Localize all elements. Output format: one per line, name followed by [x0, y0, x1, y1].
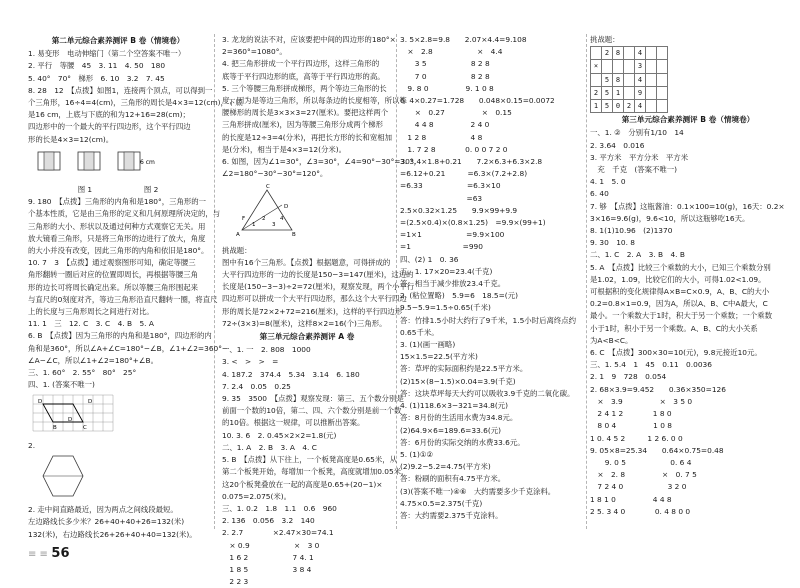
grid-cell: 5	[602, 86, 613, 99]
answer-line: 4. 187.2 374.4 5.34 3.14 6. 180	[222, 369, 360, 379]
answer-line: 是16 cm，上底与下底的和为12+16=28(cm)；	[28, 110, 190, 120]
grid-cell: 2	[591, 86, 602, 99]
figure-point-label: C	[266, 184, 270, 191]
answer-line: 9. 05×8=25.34 0.64×0.75=0.48	[590, 445, 724, 455]
grid-cell	[624, 73, 635, 86]
grid-cell	[613, 60, 624, 73]
answer-line: 3. (1)(画一画略)	[400, 340, 456, 350]
answer-line: 答：相当于减少排放23.4千克。	[400, 279, 506, 289]
answer-line: =6.33 =6.3×10	[400, 181, 501, 191]
answer-line: 2 4 1 2 1 8 0	[590, 409, 672, 419]
answer-line: 三角形的大小、形状以及通过何种方式观察它无关。用	[28, 221, 206, 231]
answer-line: 2 2 3	[222, 577, 249, 587]
answer-line: 4. 1 5. 0	[590, 177, 626, 187]
answer-line: 答：竹排1.5小时大约行了9千米，1.5小时后离终点约	[400, 315, 577, 325]
answer-line: 3. < > > =	[222, 357, 279, 367]
answer-line: × 2. 8 × 0. 7 5	[590, 470, 697, 480]
grid-cell: 2	[602, 47, 613, 60]
grid-cell: 8	[613, 47, 624, 60]
answer-line: 1 6 2 7 4. 1	[222, 552, 314, 562]
answer-line: ∠A−∠C，所以∠1+∠2=180°+∠B。	[28, 355, 158, 365]
answer-line: 二、1. C 2. A 3. B 4. B	[590, 250, 685, 260]
answer-line: 6. C 【点拨】300×30=10(元)，9.8元接近10元。	[590, 348, 762, 358]
answer-line: 2. 平行 等腰 45 3. 11 4. 50 180	[28, 61, 166, 71]
answer-line: 三、1. 5.4 1 45 0.11 0.0036	[590, 360, 712, 370]
section-heading: 第三单元综合素养测评 A 卷	[259, 332, 355, 342]
grid-cell	[657, 100, 668, 113]
grid-cell	[591, 73, 602, 86]
answer-line: 1 0. 4 5 2 1 2 6. 0 0	[590, 433, 683, 443]
grid-point-label: D	[88, 399, 93, 406]
grid-point-label: D	[38, 399, 43, 406]
answer-line: 的长度是12÷3=4(分米)，再把长方形的长和宽相加	[222, 132, 392, 142]
answer-line: 6. 4×0.27=1.728 0.048×0.15=0.0072	[400, 96, 555, 106]
answer-line: 72÷(3×3)=8(厘米)，这样8×2=16(个)三角形。	[222, 318, 387, 328]
answer-line: × 0.9 × 3 0	[222, 540, 320, 550]
grid-cell: 5	[602, 100, 613, 113]
grid-cell	[646, 73, 657, 86]
answer-line: 2.	[28, 440, 36, 450]
answer-line: 9. 0 5 0. 6 4	[590, 457, 692, 467]
answer-line: × 0.27 × 0.15	[400, 108, 512, 118]
answer-line: 答：大约需要2.375千克涂料。	[400, 510, 503, 520]
answer-line: 前面一个数的10倍，第二、四、六个数分别是前一个数	[222, 406, 402, 416]
answer-line: 度，因为是等边三角形，所以每条边的长度相等，所以等	[222, 96, 407, 106]
answer-line: 与直尺的0刻度对齐，等边三角形沿直尺翻转一圈，将直尺	[28, 294, 218, 304]
answer-line: 4.75×0.5=2.375(千克)	[400, 498, 483, 508]
multiplication-grid	[590, 46, 668, 113]
grid-point-label: B	[53, 425, 57, 432]
answer-line: 3. 3.4×1.8+0.21 7.2×6.3+6.3×2.8	[400, 157, 543, 167]
grid-cell: 8	[613, 73, 624, 86]
grid-point-label: D	[68, 417, 73, 424]
figure-point-label: B	[292, 232, 296, 239]
trapezoid-figure	[28, 146, 178, 180]
answer-line: (3)(答案不唯一)④⑥ 大约需要多少千克涂料。	[400, 486, 556, 496]
answer-line: 五、1. 17×20=23.4(千克)	[400, 266, 493, 276]
answer-line: 角和是360°，所以∠A+∠C=180°−∠B，∠1+∠2=360°−	[28, 343, 229, 353]
answer-line: 长度是(150−3−3)÷2=72(厘米)，观察发现，两个小平行	[222, 282, 415, 292]
answer-line: × 3.9 × 3 5 0	[590, 396, 693, 406]
figure-point-label: F	[242, 216, 246, 223]
figure-label: 6 cm	[140, 158, 155, 166]
answer-line: 二、1. A 2. B 3. A 4. C	[222, 442, 317, 452]
answer-line: 0.075=2.075(米)。	[222, 491, 292, 501]
grid-cell	[657, 47, 668, 60]
answer-line: (2)64.9×6=189.6=33.6(元)	[400, 425, 501, 435]
answer-line: =6.12+0.21 =6.3×(7.2+2.8)	[400, 169, 528, 179]
answer-line: 8 0 4 1 0 8	[590, 421, 672, 431]
answer-line: 132(米)，右边路线长26+26+40+40=132(米)。	[28, 529, 197, 539]
answer-line: 答：这块草坪每天大约可以吸收3.9千克的二氧化碳。	[400, 388, 575, 398]
answer-line: 15×1.5=22.5(平方米)	[400, 352, 478, 362]
answer-line: 一、1. ② 分别有1/10 14	[590, 128, 684, 138]
page-number-value: 56	[51, 546, 70, 561]
answer-line: 一、1. 一 2. 808 1000	[222, 345, 311, 355]
answer-line: 2. 3.64 0.016	[590, 140, 645, 150]
answer-line: 4. (1)118.6×3−321=34.8(元)	[400, 401, 509, 411]
answer-line: 3×16=9.6(g)，9.6<10，所以这瓶够吃16天。	[590, 213, 750, 223]
answer-line: 9. 8 0 9. 1 0 8	[400, 83, 494, 93]
answer-line: 的10倍。根据这一规律，可以推断出答案。	[222, 418, 365, 428]
answer-line: 2. 2.7 ×2.47×30=74.1	[222, 528, 334, 538]
answer-line: 2. 68×3.9=9.452 0.36×350=126	[590, 384, 726, 394]
grid-cell: 4	[635, 100, 646, 113]
answer-line: 最小。一个乘数大于1时，积大于另一个乘数；一个乘数	[590, 311, 773, 321]
answer-line: 第二个板凳开始，每增加一个板凳，高度就增加0.05米，	[222, 467, 409, 477]
answer-line: 三角形拼成(厘米)，因为等腰三角形分成两个梯形	[222, 120, 383, 130]
answer-line: 6. 40	[590, 189, 609, 199]
answer-line: ∠2=180°−30°−30°=120°。	[222, 169, 328, 179]
grid-cell	[646, 60, 657, 73]
answer-line: (2)15×(8−1.5)×0.04=3.9(千克)	[400, 376, 516, 386]
answer-line: 图 1 图 2	[77, 185, 159, 195]
answer-line: 上的长度与三角形周长之间进行对比。	[28, 307, 154, 317]
answer-line: 11. 1 三 12. C 3. C 4. B 5. A	[28, 319, 154, 329]
answer-line: 小于1时，积小于另一个乘数。A、B、C的大小关系	[590, 323, 758, 333]
answer-line: 这20个板凳叠放在一起的高度是0.65+(20−1)×	[222, 479, 383, 489]
answer-line: 挑战题：	[222, 245, 252, 255]
grid-cell: 5	[602, 73, 613, 86]
answer-line: 形的边长可将周长确定出来。所以等腰三角形围起来	[28, 282, 198, 292]
answer-line: 7 2 4 0 3 2 0	[590, 482, 687, 492]
answer-line: 形的长是4×3=12(cm)。	[28, 134, 114, 144]
grid-cell	[602, 60, 613, 73]
grid-cell: 3	[635, 60, 646, 73]
answer-line: 放大镜看三角形，只是将三角形的边进行了放大，角度	[28, 233, 206, 243]
grid-cell	[657, 73, 668, 86]
answer-line: 0.2=0.8×1=0.9，因为A，所以A、B、C中A最大，C	[590, 299, 768, 309]
grid-cell: 9	[635, 86, 646, 99]
answer-line: 1. 易变形 电动伸缩门（第二个空答案不唯一）	[28, 49, 186, 59]
section-heading: 第三单元综合素养测评 B 卷（情境卷）	[621, 115, 755, 125]
answer-line: 答：6月份的实际交纳的水费33.6元。	[400, 437, 525, 447]
answer-line: 8. 1(1)10.96 (2)1370	[590, 226, 673, 236]
answer-line: 1 8 1 0 4 4 8	[590, 494, 672, 504]
page-label: ≡ ≡	[28, 549, 48, 560]
figure-point-label: 4	[280, 216, 284, 223]
answer-line: 2=360°=1080°。	[222, 47, 287, 57]
answer-line: 2. 136 0.056 3.2 140	[222, 516, 315, 526]
figure-point-label: A	[236, 232, 240, 239]
grid-cell: 4	[635, 47, 646, 60]
answer-line: 答：草坪的实际面积约是22.5平方米。	[400, 364, 528, 374]
section-heading: 第二单元综合素养测评 B 卷（情境卷）	[51, 36, 185, 45]
answer-column-4	[590, 34, 786, 549]
page-number	[28, 546, 70, 561]
answer-line: 5. A 【点拨】比较三个乘数的大小，已知三个乘数分别	[590, 262, 771, 272]
grid-cell: 2	[624, 100, 635, 113]
answer-line: 3. 5×2.8=9.8 2.07×4.4=9.108	[400, 35, 527, 44]
answer-line: =1 =990	[400, 242, 483, 252]
answer-line: 5. 40° 70° 梯形 6. 10 3.2 7. 45	[28, 73, 165, 83]
grid-cell	[657, 86, 668, 99]
answer-line: 答：8月份的生活用水费为34.8元。	[400, 413, 518, 423]
answer-line: 四边形中的一个最大的平行四边形，这个平行四边	[28, 122, 191, 132]
answer-line: 充 千克 (答案不唯一)	[590, 165, 678, 175]
answer-column-3	[400, 34, 600, 549]
answer-line: =1×1 =9.9×100	[400, 230, 505, 240]
grid-cell: 4	[635, 73, 646, 86]
figure-point-label: 3	[272, 222, 276, 229]
grid-cell: ×	[591, 60, 602, 73]
answer-line: 7 0 8 2 8	[400, 71, 490, 81]
triangle-figure	[222, 180, 312, 240]
grid-point-label: C	[83, 425, 87, 432]
answer-line: 6. B 【点拨】因为三角形的内角和是180°，四边形的内	[28, 331, 212, 341]
answer-line: 2. 走中间直路最近，因为两点之间线段最短。	[28, 505, 178, 515]
grid-cell: 1	[591, 100, 602, 113]
grid-cell	[624, 86, 635, 99]
answer-line: 2. (粘位置略) 5.9=6 18.5=(元)	[400, 291, 518, 301]
grid-cell	[646, 100, 657, 113]
grid-cell	[624, 47, 635, 60]
answer-line: 图中有16个三角形。【点拨】根据题意，可得拼成的	[222, 257, 391, 267]
grid-cell	[646, 86, 657, 99]
answer-line: × 2.8 × 4.4	[400, 47, 503, 57]
figure-point-label: D	[284, 204, 289, 211]
answer-line: 3. 平方米 平方分米 平方米	[590, 152, 689, 162]
figure-point-label: 1	[252, 222, 256, 229]
answer-line: 1. 7 2 8 0. 0 0 7 2 0	[400, 144, 508, 154]
answer-line: 4. 把三角形拼成一个平行四边形，这样三角形的	[222, 59, 380, 69]
answer-line: 5. (1)①②	[400, 449, 434, 459]
column-divider	[214, 34, 215, 529]
answer-line: 可根据积的变化规律得A×B=C×0.9，A、B、C的大小	[590, 287, 770, 297]
answer-line: 1 8 5 3 8 4	[222, 564, 312, 574]
grid-cell	[591, 47, 602, 60]
answer-line: 4 4 8 2 4 0	[400, 120, 490, 130]
answer-line: =(2.5×0.4)×(0.8×1.25) =9.9×(99+1)	[400, 218, 546, 228]
grid-cell	[657, 60, 668, 73]
answer-line: 3. 龙龙的说法不对，应该要把中间的四边形的180°×	[222, 35, 396, 44]
answer-line: 左边路线长多少米？26+40+40+26=132(米)	[28, 517, 185, 527]
answer-line: 的大小并没有改变，因此三角形的内角和依旧是180°。	[28, 246, 209, 256]
answer-line: 个三角形，16÷4=4(cm)，三角形的周长是4×3=12(cm)，下底	[28, 98, 243, 108]
answer-line: 是1.02，1.09，比较它们的大小，可得1.02<1.09。	[590, 274, 766, 284]
answer-line: 3 5 8 2 8	[400, 59, 490, 69]
answer-line: 9. 180 【点拨】三角形的内角和是180°，三角形的一	[28, 197, 207, 207]
answer-line: 9. 30 10. 8	[590, 238, 636, 248]
answer-line: 是(分米)，相当于是4×3=12(分米)。	[222, 144, 347, 154]
hexagon-figure	[28, 452, 98, 500]
answer-line: 个基本性质，它是由三角形的定义和几何原理所决定的，与	[28, 209, 221, 219]
answer-line: 0.65千米。	[400, 327, 439, 337]
figure-shaded	[44, 152, 54, 170]
answer-line: 四、1. (答案不唯一)	[28, 380, 95, 390]
answer-line: 10. 3. 6 2. 0.45×2×2=1.8(元)	[222, 430, 337, 440]
answer-line: 大平行四边形的一边的长度是150−3=147(厘米)，这边的	[222, 270, 414, 280]
answer-line: 5. B 【点拨】从下往上，一个板凳高度是0.65米，从	[222, 455, 398, 465]
answer-line: 底等于平行四边形的底，高等于平行四边形的高。	[222, 71, 385, 81]
answer-line: 为A<B<C。	[590, 335, 633, 345]
grid-cell: 1	[613, 86, 624, 99]
figure-point-label: 2	[262, 216, 266, 223]
answer-line: 角形翻转一圈后对应的位置即周长，再根据等腰三角	[28, 270, 198, 280]
answer-line: 2.5×0.32×1.25 9.9×99+9.9	[400, 205, 518, 215]
answer-line: 5. 三个等腰三角形拼成梯形，两个等边三角形的长	[222, 83, 387, 93]
answer-line: 6. 如图，因为∠1=30°，∠3=30°，∠4=90°−30°=30°，	[222, 157, 421, 167]
grid-cell	[624, 60, 635, 73]
answer-line: 2 5. 3 4 0 0. 4 8 0 0	[590, 506, 691, 516]
answer-line: 1 2 8 4 8	[400, 132, 483, 142]
answer-line: (2)9.2−5.2=4.75(平方米)	[400, 462, 491, 472]
answer-line: 挑战题：	[590, 35, 620, 44]
answer-line: 10. 7 3 【点拨】通过观察图形可知，确定等腰三	[28, 258, 196, 268]
grid-figure	[28, 391, 118, 435]
answer-line: 9.5−5.9=1.5÷0.65(千米)	[400, 303, 491, 313]
answer-line: 9. 35 3500 【点拨】观察发现：第三、五个数分别是	[222, 394, 404, 404]
answer-line: 8. 28 12 【点拨】如图1，连接两个顶点，可以得到一	[28, 85, 213, 95]
figure-shaded	[124, 152, 134, 170]
answer-line: 三、1. 60° 2. 55° 80° 25°	[28, 368, 137, 378]
answer-line: 腰梯形的周长是3×3×3=27(厘米)。要把这样两个	[222, 108, 389, 118]
answer-line: 三、1. 0.2 1.8 1.1 0.6 960	[222, 503, 337, 513]
answer-line: 答：粉刷的面积有4.75平方米。	[400, 474, 506, 484]
answer-line: 四边形可以拼成一个大平行四边形，那么这个大平行四边	[222, 294, 407, 304]
answer-line: 7. 2.4 0.05 0.25	[222, 381, 291, 391]
grid-cell	[646, 47, 657, 60]
answer-line: 形的周长是72×2+72=216(厘米)，这样的平行四边形	[222, 306, 403, 316]
answer-line: 7. 够 【点拨】这瓶酱油：0.1×100=10(g)，16天：0.2×	[590, 201, 785, 211]
figure-shaded	[84, 152, 94, 170]
answer-line: 四、(2) 1 0. 36	[400, 254, 459, 264]
figure-triangle	[242, 190, 292, 230]
answer-line: =63	[400, 193, 483, 203]
answer-line: 2. 1 9 728 0.054	[590, 372, 667, 382]
grid-cell: 0	[613, 100, 624, 113]
